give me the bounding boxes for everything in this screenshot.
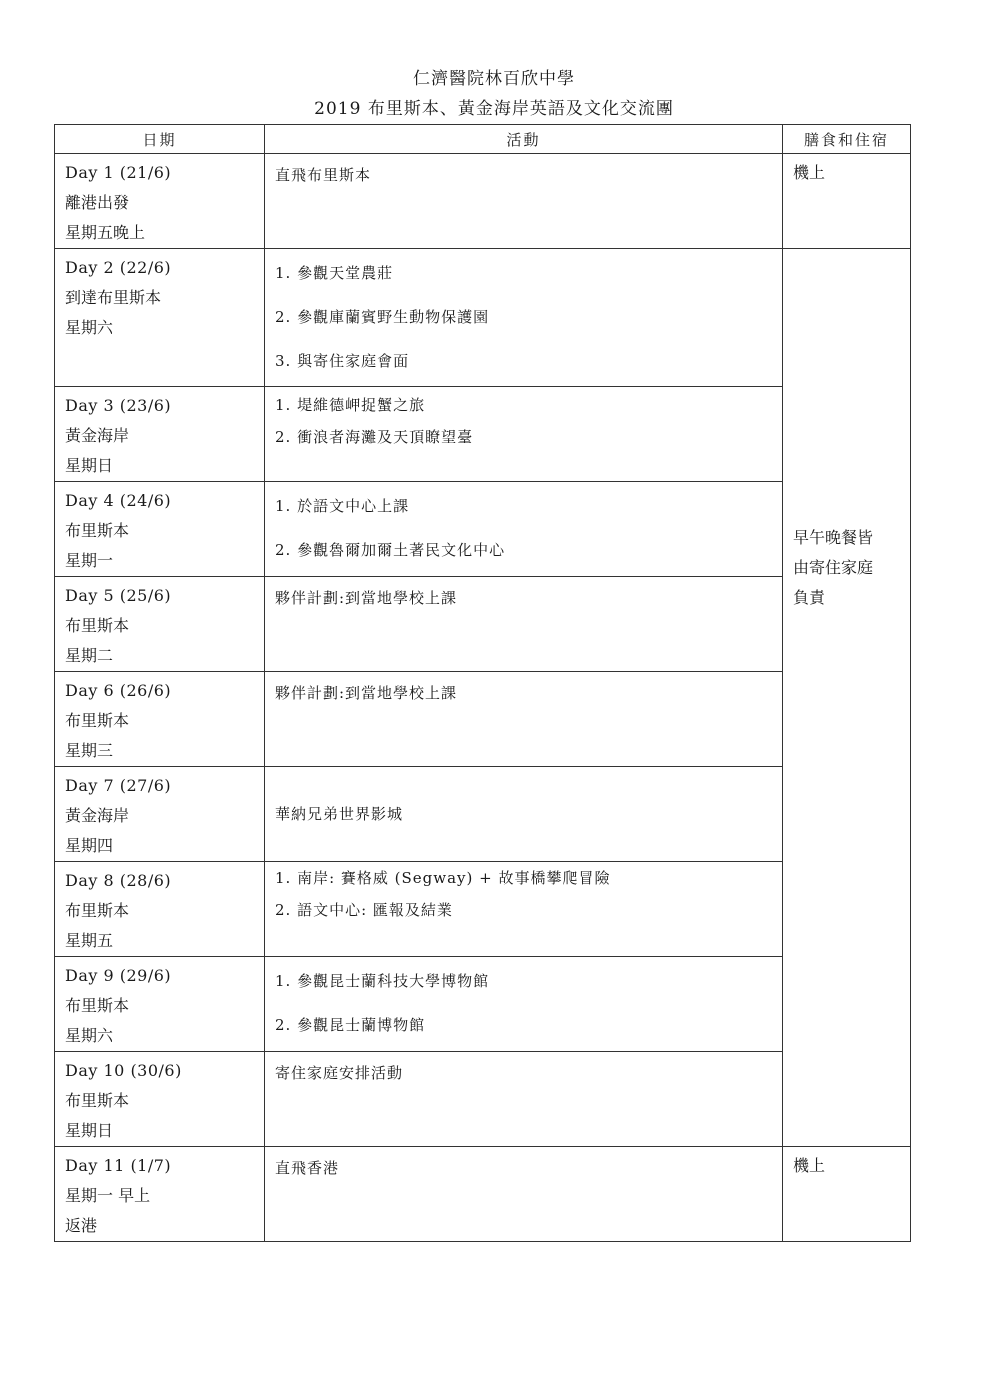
activity-item: 寄住家庭安排活動 <box>275 1064 404 1082</box>
header-row <box>55 125 911 154</box>
meal-text: 機上 <box>793 1156 826 1175</box>
day-label: Day 11 (1/7) <box>65 1156 172 1175</box>
itinerary-table <box>54 124 911 1242</box>
activity-item: 2. 語文中心: 匯報及結業 <box>275 901 453 919</box>
table-row <box>55 154 911 249</box>
date-cell <box>55 767 265 862</box>
day-place: 布里斯本 <box>65 1091 130 1110</box>
day-weekday: 星期五 <box>65 931 114 950</box>
activity-cell <box>265 387 783 482</box>
activity-item: 直飛布里斯本 <box>275 166 372 184</box>
date-cell <box>55 1147 265 1242</box>
table-row <box>55 1052 911 1147</box>
table-row <box>55 249 911 387</box>
day-label: Day 10 (30/6) <box>65 1061 182 1080</box>
day-weekday: 星期六 <box>65 1026 114 1045</box>
activity-cell <box>265 957 783 1052</box>
activity-item: 2. 參觀庫蘭賓野生動物保護園 <box>275 308 490 326</box>
date-cell <box>55 577 265 672</box>
day-label: Day 6 (26/6) <box>65 681 172 700</box>
day-label: Day 8 (28/6) <box>65 871 172 890</box>
meal-line: 早午晚餐皆 <box>793 527 874 547</box>
activity-item: 1. 堤維德岬捉蟹之旅 <box>275 396 426 414</box>
day-weekday: 星期一 <box>65 551 114 570</box>
day-place: 布里斯本 <box>65 711 130 730</box>
activity-item: 直飛香港 <box>275 1159 340 1177</box>
day-label: Day 2 (22/6) <box>65 258 172 277</box>
date-cell <box>55 672 265 767</box>
day-label: Day 9 (29/6) <box>65 966 172 985</box>
day-label: Day 5 (25/6) <box>65 586 172 605</box>
activity-cell <box>265 154 783 249</box>
table-row <box>55 577 911 672</box>
day-weekday: 星期六 <box>65 318 114 337</box>
school-name: 仁濟醫院林百欣中學 <box>413 69 575 89</box>
activity-item: 1. 參觀天堂農莊 <box>275 264 394 282</box>
date-cell <box>55 862 265 957</box>
meal-text: 機上 <box>793 163 826 182</box>
day-place: 黃金海岸 <box>65 426 130 445</box>
day-label: Day 7 (27/6) <box>65 776 172 795</box>
activity-item: 夥伴計劃:到當地學校上課 <box>275 589 458 607</box>
table-row <box>55 1147 911 1242</box>
document-title: 2019 布里斯本、黃金海岸英語及文化交流團 <box>314 99 674 119</box>
day-label: Day 4 (24/6) <box>65 491 172 510</box>
table-row <box>55 957 911 1052</box>
activity-cell <box>265 482 783 577</box>
activity-item: 2. 衝浪者海灘及天頂瞭望臺 <box>275 428 474 446</box>
activity-item: 1. 參觀昆士蘭科技大學博物館 <box>275 972 490 990</box>
day-weekday: 星期二 <box>65 646 114 665</box>
activity-item: 1. 南岸: 賽格威 (Segway) + 故事橋攀爬冒險 <box>275 869 611 887</box>
activity-item: 2. 參觀魯爾加爾土著民文化中心 <box>275 541 506 559</box>
day-place: 布里斯本 <box>65 901 130 920</box>
activity-item: 夥伴計劃:到當地學校上課 <box>275 684 458 702</box>
meal-line: 負責 <box>793 587 826 607</box>
activity-item: 2. 參觀昆士蘭博物館 <box>275 1016 426 1034</box>
date-cell <box>55 154 265 249</box>
date-cell <box>55 1052 265 1147</box>
activity-cell <box>265 862 783 957</box>
day-weekday: 星期日 <box>65 456 114 475</box>
activity-cell <box>265 1147 783 1242</box>
day-place: 黃金海岸 <box>65 806 130 825</box>
activity-item: 華納兄弟世界影城 <box>275 805 404 823</box>
table-row <box>55 862 911 957</box>
header-meal: 膳食和住宿 <box>783 125 911 154</box>
activity-cell <box>265 672 783 767</box>
activity-item: 3. 與寄住家庭會面 <box>275 352 410 370</box>
activity-cell <box>265 1052 783 1147</box>
homestay-meal-cell <box>783 249 911 1147</box>
meal-cell <box>783 1147 911 1242</box>
table-row <box>55 387 911 482</box>
header-activity: 活動 <box>265 125 783 154</box>
day-place: 布里斯本 <box>65 616 130 635</box>
table-row <box>55 672 911 767</box>
activity-cell <box>265 249 783 387</box>
day-weekday: 星期日 <box>65 1121 114 1140</box>
day-place: 星期一 早上 <box>65 1186 151 1205</box>
day-place: 離港出發 <box>65 193 130 212</box>
meal-line: 由寄住家庭 <box>793 557 874 577</box>
day-weekday: 星期五晚上 <box>65 223 146 242</box>
meal-cell <box>783 154 911 249</box>
day-place: 到達布里斯本 <box>65 288 162 307</box>
table-row <box>55 482 911 577</box>
activity-item: 1. 於語文中心上課 <box>275 497 410 515</box>
day-weekday: 返港 <box>65 1216 98 1235</box>
date-cell <box>55 957 265 1052</box>
header-date: 日期 <box>55 125 265 154</box>
date-cell <box>55 482 265 577</box>
day-label: Day 1 (21/6) <box>65 163 172 182</box>
day-place: 布里斯本 <box>65 996 130 1015</box>
activity-cell <box>265 767 783 862</box>
day-place: 布里斯本 <box>65 521 130 540</box>
day-label: Day 3 (23/6) <box>65 396 172 415</box>
date-cell <box>55 387 265 482</box>
table-row <box>55 767 911 862</box>
activity-cell <box>265 577 783 672</box>
date-cell <box>55 249 265 387</box>
day-weekday: 星期三 <box>65 741 114 760</box>
day-weekday: 星期四 <box>65 836 114 855</box>
